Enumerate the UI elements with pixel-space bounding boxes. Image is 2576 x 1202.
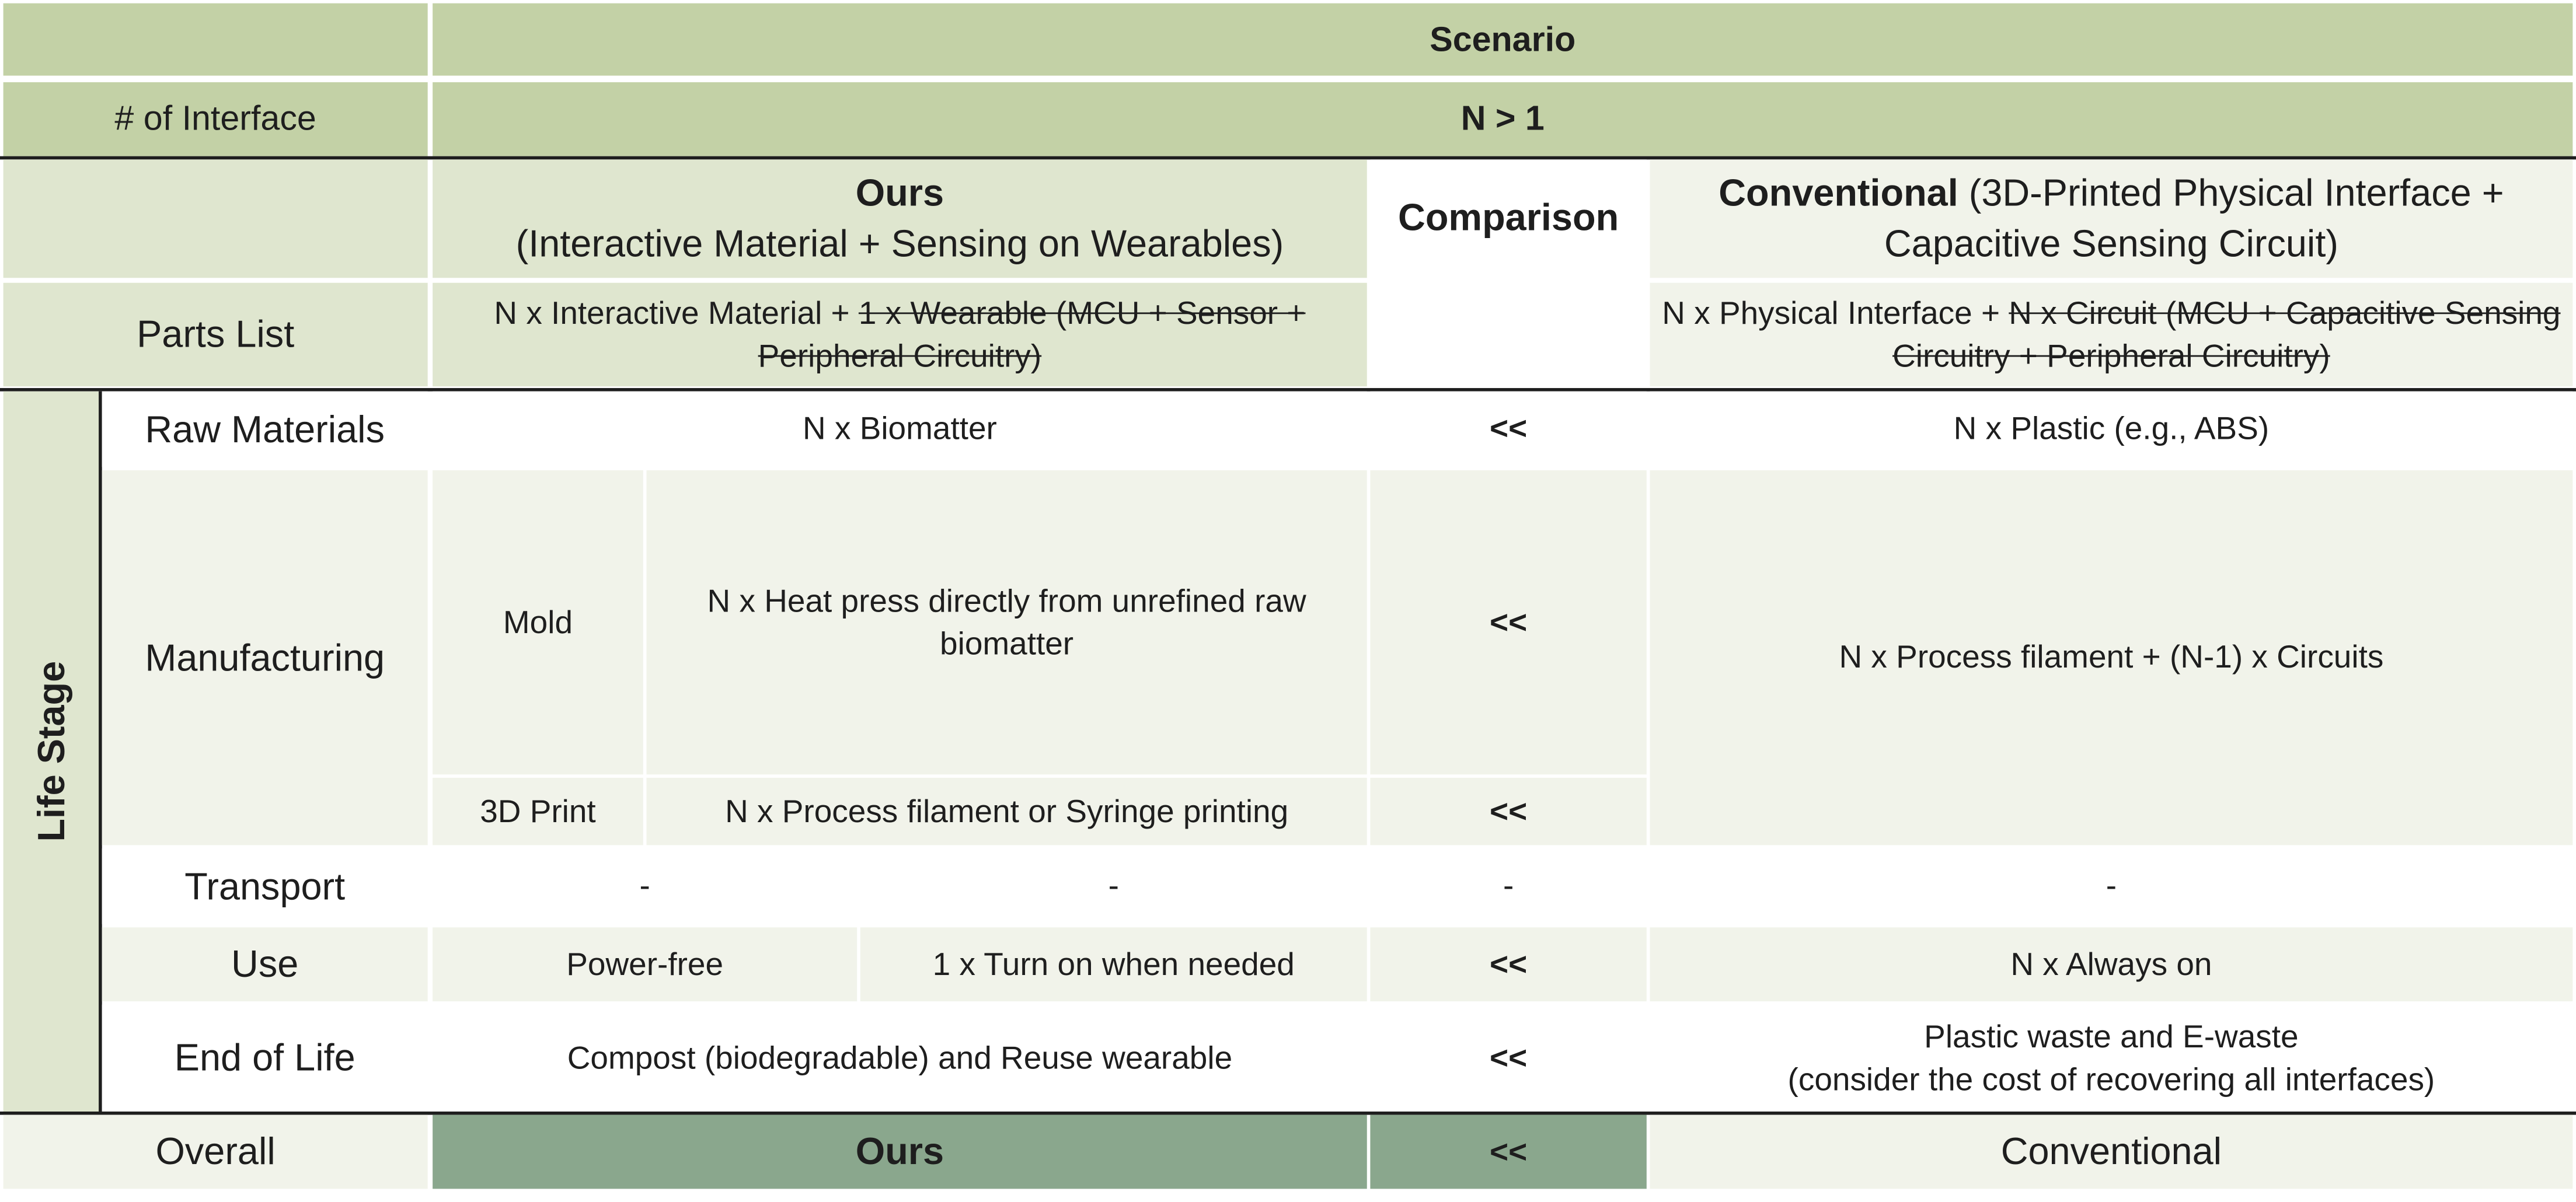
- manufacturing-conventional: N x Process filament + (N-1) x Circuits: [1650, 470, 2572, 845]
- raw-materials-conventional: N x Plastic (e.g., ABS): [1650, 392, 2572, 467]
- print-comparison: <<: [1370, 778, 1646, 845]
- print-ours: N x Process filament or Syringe printing: [646, 778, 1367, 845]
- corner-cell: [4, 4, 428, 76]
- end-of-life-comparison: <<: [1370, 1005, 1646, 1112]
- parts-list-label: Parts List: [4, 283, 428, 387]
- end-of-life-conv-line2: (consider the cost of recovering all interfaces): [1787, 1061, 2435, 1098]
- overall-comparison: <<: [1370, 1115, 1646, 1189]
- raw-materials-comparison: <<: [1370, 392, 1646, 467]
- life-stage-label: Life Stage: [29, 661, 72, 842]
- raw-materials-ours: N x Biomatter: [433, 392, 1367, 467]
- overall-conventional: Conventional: [1650, 1115, 2572, 1189]
- ours-header: [433, 159, 1367, 278]
- life-stage-cell: [4, 392, 99, 1112]
- mold-ours: N x Heat press directly from unrefined raw biomatter: [646, 470, 1367, 774]
- overall-ours: Ours: [433, 1115, 1367, 1189]
- transport-ours-b: -: [860, 848, 1367, 924]
- use-ours-a: Power-free: [433, 927, 857, 1001]
- end-of-life-conv-line1: Plastic waste and E-waste: [1924, 1018, 2299, 1055]
- use-comparison: <<: [1370, 927, 1646, 1001]
- end-of-life-ours: Compost (biodegradable) and Reuse wearable: [433, 1005, 1367, 1112]
- parts-conv-struck: N x Circuit (MCU + Capacitive Sensing Circuitry + Peripheral Circuitry): [1892, 295, 2561, 375]
- mold-comparison: <<: [1370, 470, 1646, 774]
- blank-header-cell: [4, 159, 428, 278]
- ours-title: Ours: [855, 171, 944, 214]
- print-label: 3D Print: [433, 778, 643, 845]
- interface-count-value: N > 1: [433, 82, 2572, 156]
- comparison-header: Comparison: [1370, 159, 1646, 386]
- scenario-header: Scenario: [433, 4, 2572, 76]
- mold-label: Mold: [433, 470, 643, 774]
- end-of-life-conventional: [1650, 1005, 2572, 1112]
- conventional-subtitle: (3D-Printed Physical Interface + Capacitive Sensing Circuit): [1884, 171, 2504, 265]
- interface-count-label: # of Interface: [4, 82, 428, 156]
- end-of-life-label: End of Life: [102, 1005, 428, 1112]
- raw-materials-label: Raw Materials: [102, 392, 428, 467]
- transport-label: Transport: [102, 848, 428, 924]
- use-ours-b: 1 x Turn on when needed: [860, 927, 1367, 1001]
- parts-list-conventional: [1650, 283, 2572, 387]
- parts-conv-plain: N x Physical Interface +: [1662, 295, 2009, 331]
- parts-ours-plain: N x Interactive Material +: [494, 295, 859, 331]
- conventional-header: [1650, 159, 2572, 278]
- ours-subtitle: (Interactive Material + Sensing on Wearables): [515, 222, 1284, 265]
- overall-label: Overall: [4, 1115, 428, 1189]
- transport-conventional: -: [1650, 848, 2572, 924]
- conventional-title: Conventional: [1719, 171, 1958, 214]
- manufacturing-label: Manufacturing: [102, 470, 428, 845]
- parts-ours-struck: 1 x Wearable (MCU + Sensor + Peripheral Circuitry): [758, 295, 1306, 375]
- parts-list-ours: [433, 283, 1367, 387]
- transport-comparison: -: [1370, 848, 1646, 924]
- use-conventional: N x Always on: [1650, 927, 2572, 1001]
- transport-ours-a: -: [433, 848, 857, 924]
- use-label: Use: [102, 927, 428, 1001]
